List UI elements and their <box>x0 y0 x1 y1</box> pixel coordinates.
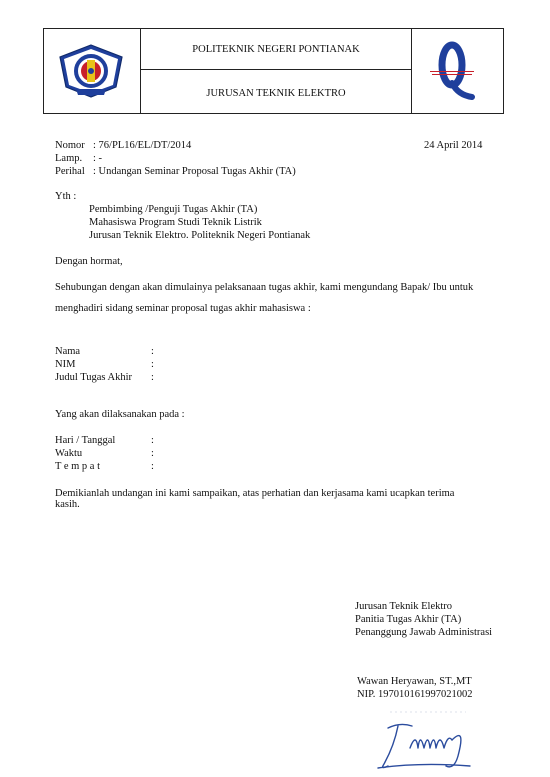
field-label-waktu: Waktu <box>55 448 83 459</box>
field-label-hari: Hari / Tanggal <box>55 435 116 446</box>
greeting: Dengan hormat, <box>55 256 123 267</box>
field-label-nim: NIM <box>55 359 76 370</box>
closing-paragraph-line1: Demikianlah undangan ini kami sampaikan, atas perhatian dan kerjasama kami ucapkan terima <box>55 488 455 499</box>
lamp-label: Lamp. <box>55 153 83 164</box>
recipient-line: Pembimbing /Penguji Tugas Akhir (TA) <box>89 204 258 215</box>
letterhead-divider-left <box>140 29 141 113</box>
letterhead-divider-middle <box>141 69 411 70</box>
field-label-nama: Nama <box>55 346 81 357</box>
field-colon: : <box>151 435 154 446</box>
field-colon: : <box>151 372 154 383</box>
perihal-label: Perihal <box>55 166 85 177</box>
polnep-logo-icon <box>56 43 126 99</box>
department-name: JURUSAN TEKNIK ELEKTRO <box>206 88 346 99</box>
closing-paragraph-line2: kasih. <box>55 499 80 510</box>
signature-org-line: Panitia Tugas Akhir (TA) <box>355 614 462 625</box>
institution-name: POLITEKNIK NEGERI PONTIANAK <box>192 44 360 55</box>
field-label-judul: Judul Tugas Akhir <box>55 372 133 383</box>
letterhead <box>43 28 504 114</box>
intro-paragraph-line1: Sehubungan dengan akan dimulainya pelaksanaan tugas akhir, kami mengundang Bapak/ Ibu untuk <box>55 282 474 293</box>
recipient-line: Mahasiswa Program Studi Teknik Listrik <box>89 217 262 228</box>
letterhead-divider-right <box>411 29 412 113</box>
field-colon: : <box>151 359 154 370</box>
field-colon: : <box>151 461 154 472</box>
perihal-value: : Undangan Seminar Proposal Tugas Akhir (TA) <box>93 166 296 177</box>
yth-label: Yth : <box>55 191 77 202</box>
field-label-tempat: T e m p a t <box>55 461 101 472</box>
signature-org-line: Penanggung Jawab Administrasi <box>355 627 493 638</box>
nomor-label: Nomor <box>55 140 85 151</box>
signatory-nip: NIP. 197010161997021002 <box>357 689 473 700</box>
recipient-line: Jurusan Teknik Elektro. Politeknik Negeri Pontianak <box>89 230 311 241</box>
field-colon: : <box>151 448 154 459</box>
nomor-value: : 76/PL16/EL/DT/2014 <box>93 140 192 151</box>
handwritten-signature-icon <box>370 708 480 774</box>
letter-date: 24 April 2014 <box>424 140 483 151</box>
intro-paragraph-line2: menghadiri sidang seminar proposal tugas akhir mahasiswa : <box>55 303 311 314</box>
signatory-name: Wawan Heryawan, ST.,MT <box>357 676 472 687</box>
signature-org-line: Jurusan Teknik Elektro <box>355 601 453 612</box>
lamp-value: : - <box>93 153 103 164</box>
field-colon: : <box>151 346 154 357</box>
quality-q-logo-icon <box>422 39 486 103</box>
schedule-intro: Yang akan dilaksanakan pada : <box>55 409 185 420</box>
